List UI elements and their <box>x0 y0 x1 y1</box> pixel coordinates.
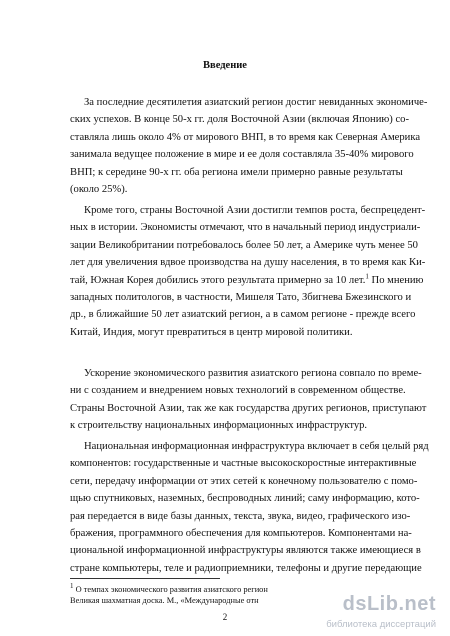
text-line: западных политологов, в частности, Мишеля Тато, Збигнева Бжезинского и <box>70 292 412 304</box>
text-line: Страны Восточной Азии, так же как государства других регионов, приступают <box>70 402 427 414</box>
text-line: ных в истории. Экономисты отмечают, что в начальный период индустриали- <box>70 222 421 234</box>
text-line: Китай, Индия, могут превратиться в центр мировой политики. <box>70 326 353 338</box>
paragraph-4 <box>70 438 429 577</box>
footnote-text: О темпах экономического развития азиатского регион <box>73 585 268 594</box>
text-line: лет для увеличения вдвое производства на душу населения, в то время как Ки- <box>70 257 426 269</box>
text-line: к строительству национальных информационных инфраструктур. <box>70 420 368 432</box>
paragraph-1 <box>70 94 428 198</box>
text-line: зации Великобритании потребовалось более 50 лет, а Америке чуть менее 50 <box>70 239 418 251</box>
text-line: ставляла лишь около 4% от мирового ВНП, в то время как Северная Америка <box>70 131 421 143</box>
page-number: 2 <box>222 612 228 622</box>
text-line: ни с созданием и внедрением новых технологий в современном обществе. <box>70 385 406 397</box>
text-line: Кроме того, страны Восточной Азии достигли темпов роста, беспрецедент- <box>84 205 426 216</box>
text-line: циональной информационной инфраструктуры являются также имеющиеся в <box>70 545 421 557</box>
text-line: сети, передачу информации от этих сетей к конечному пользователю с помо- <box>70 475 418 487</box>
text-line: стране компьютеры, теле и радиоприемники, телефоны и другие передающие <box>70 562 422 574</box>
text-line: занимала ведущее положение в мире и ее доля составляла 35-40% мирового <box>70 149 414 161</box>
footnote-divider <box>70 578 220 579</box>
text-line: Национальная информационная инфраструктура включает в себя целый ряд <box>84 441 429 452</box>
text-line-with-footnote <box>70 272 424 289</box>
paragraph-2 <box>70 202 426 341</box>
paragraph-3 <box>70 365 427 435</box>
text-segment: По мнению <box>368 274 424 286</box>
text-line: компонентов: государственные и частные высокоскоростные интерактивные <box>70 458 417 470</box>
text-line: рая передается в виде базы данных, текста, звука, видео, графического изо- <box>70 510 411 522</box>
text-line: др., в ближайшие 50 лет азиатский регион, а в самом регионе - прежде всего <box>70 309 416 321</box>
footnote-mark: 1 <box>70 582 74 591</box>
text-segment: тай, Южная Корея добились этого результата примерно за 10 лет. <box>70 274 366 286</box>
footnote-reference: 1 <box>365 272 369 281</box>
section-title: Введение <box>203 60 247 71</box>
text-line: ских успехов. В конце 50-х гг. доля Восточной Азии (включая Японию) со- <box>70 114 409 126</box>
footnote-line <box>70 584 310 595</box>
footnote <box>70 584 310 606</box>
text-line: За последние десятилетия азиатский регион достиг невиданных экономиче- <box>84 97 428 108</box>
watermark-logo: dsLib.net <box>342 593 436 615</box>
text-line: щью спутниковых, наземных, беспроводных линий; саму информацию, кото- <box>70 493 420 505</box>
text-line: ВНП; к середине 90-х гг. оба региона имели примерно равные результаты <box>70 166 403 178</box>
text-line: Ускорение экономического развития азиатского региона совпало по време- <box>84 368 422 379</box>
text-line: (около 25%). <box>70 184 128 196</box>
watermark-subtitle: библиотека диссертаций <box>326 619 436 630</box>
footnote-line: Великая шахматная доска. М., «Международные отн <box>70 596 259 605</box>
text-line: бражения, программного обеспечения для компьютеров. Компонентами на- <box>70 528 412 540</box>
